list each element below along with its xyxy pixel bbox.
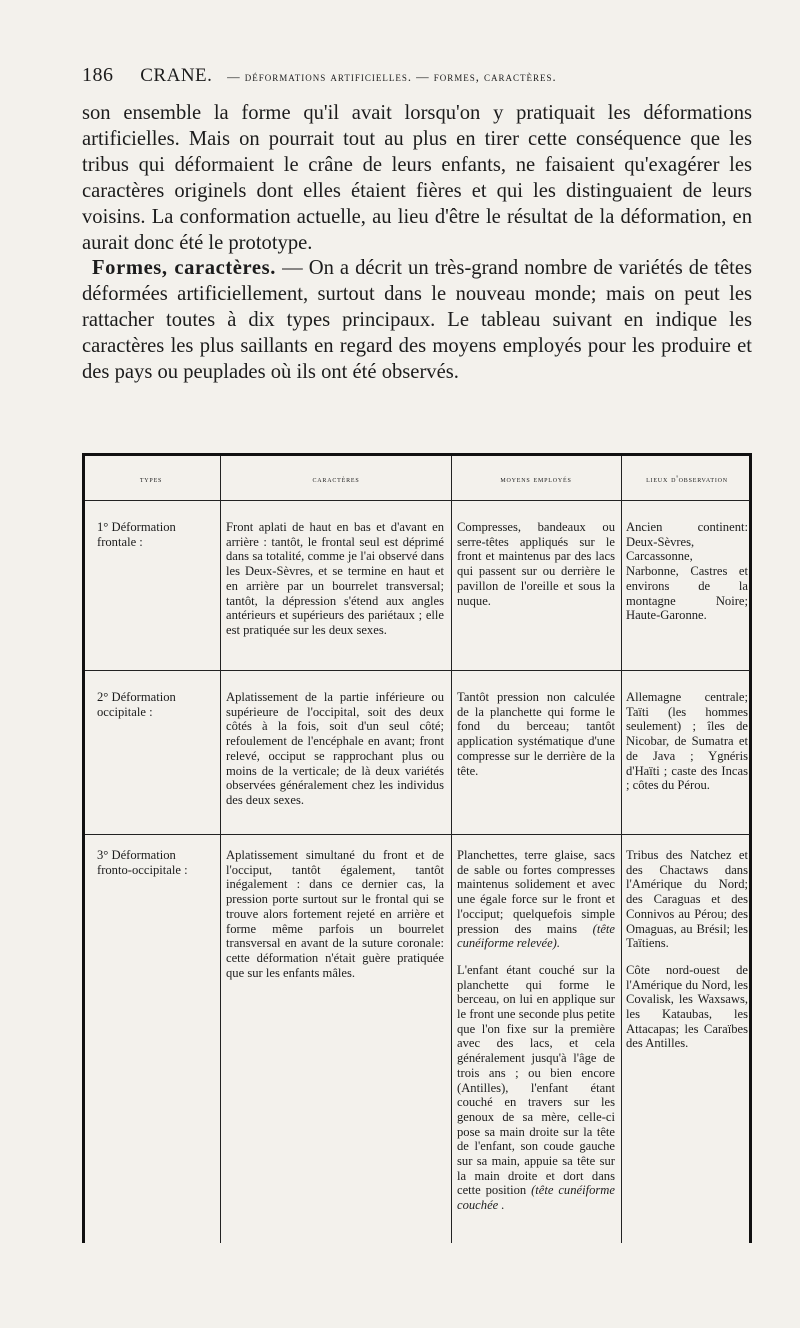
row2-moyens: Tantôt pression non calculée de la planchette qui forme le fond du berceau; tantôt application systématique d'une compresse sur le derrière de la tête. [457,690,615,778]
row2-caracteres: Aplatissement de la partie inférieure ou supérieure de l'occipital, soit des deux côtés à la fois, soit d'un seul côté; refoulement de l'encéphale en avant; front relevé, occiput se rapprochant plus ou moins de la verticale; de là deux variétés observées généralement chez les individus des deux sexes. [226,690,444,807]
row-divider [85,670,750,671]
row3-moyens-part1: Planchettes, terre glaise, sacs de sable ou fortes compresses maintenus solidement et avec une égale force sur le front et l'occiput; quelquefois simple pression des mains (tête cunéiforme relevée). [457,848,615,951]
column-divider [451,456,452,1243]
section-title: Formes, caractères. [92,257,277,280]
paragraph-2-text: — On a décrit un très-grand nombre de variétés de têtes déformées artificiellement, surtout dans le nouveau monde; mais on peut les rattacher toutes à dix types principaux. Le tableau suivant en indique les caractères les plus saillants en regard des moyens employés pour les produire et des pays ou peuplades où ils ont été observés. [82,257,752,384]
row3-caracteres: Aplatissement simultané du front et de l'occiput, tantôt également, tantôt inégalement : dans ce dernier cas, la pression porte surtout sur le frontal qui se trouve alors fortement rejeté en arrière et forme même parfois un bourrelet transversal en avant de la suture coronale: cette déformation n'était guère pratiquée que sur les enfants mâles. [226,848,444,980]
header-types: types [139,474,163,484]
header-divider [85,500,750,501]
row1-moyens: Compresses, bandeaux ou serre-têtes appliqués sur le front et maintenus par des lacs qui passent sur ou derrière le pavillon de l'oreille et sous la nuque. [457,520,615,608]
row3-moyens [457,848,615,1213]
body-text [82,101,752,386]
running-header [82,64,762,92]
header-caracteres: caractères [312,474,360,484]
paragraph-2 [82,256,752,386]
header-moyens: moyens employés [500,474,572,484]
header-subtitle: — déformations artificielles. — formes, caractères. [227,70,557,84]
page-number: 186 [82,64,114,86]
row2-lieux: Allemagne centrale; Taïti (les hommes seulement) ; îles de Nicobar, de Sumatra et de Java ; Ygnéris d'Haïti ; caste des Incas ; côtes du Pérou. [626,690,748,793]
deformation-table [82,453,752,1243]
column-divider [220,456,221,1243]
row3-lieux-part1: Tribus des Natchez et des Chactaws dans l'Amérique du Nord; des Caraguas et des Connivos au Pérou; des Omaguas, au Brésil; les Taïtiens. [626,848,748,951]
column-divider [621,456,622,1243]
row1-type: 1° Déformation frontale : [97,520,176,549]
row-divider [85,834,750,835]
row3-moyens-part2: L'enfant étant couché sur la planchette qui forme le berceau, on lui en applique sur le front une seconde plus petite que l'on fixe sur la première avec des lacs, et cela généralement jusqu'à l'âge de trois ans ; ou bien encore (Antilles), l'enfant étant couché en travers sur les genoux de sa mère, celle-ci pose sa main droite sur la tête de l'enfant, son coude gauche sur sa main, appuie sa tête sur la main droite et dort dans cette position (tête cunéiforme couchée . [457,962,615,1213]
row3-type: 3° Déformation fronto-occipitale : [97,848,188,877]
header-title: CRANE. [140,65,213,86]
paragraph-1: son ensemble la forme qu'il avait lorsqu'on y pratiquait les déformations artificielles. Mais on pourrait tout au plus en tirer cette conséquence que les tribus qui déformaient le crâne de leurs enfants, ne faisaient qu'exagérer les caractères originels dont elles étaient fières et qui les distinguaient de leurs voisins. La conformation actuelle, au lieu d'être le résultat de la déformation, en aurait donc été le prototype. [82,102,752,254]
row1-caracteres: Front aplati de haut en bas et d'avant en arrière : tantôt, le frontal seul est déprimé dans sa totalité, comme je l'ai observé dans les Deux-Sèvres, et se termine en haut et en arrière par un bourrelet transversal; tantôt, la dépression s'étend aux angles antérieurs et supérieurs des pariétaux ; elle est pratiquée sur les deux sexes. [226,520,444,637]
row2-type: 2° Déformation occipitale : [97,690,176,719]
row1-lieux: Ancien continent: Deux-Sèvres, Carcassonne, Narbonne, Castres et environs de la montagne Noire; Haute-Garonne. [626,520,748,623]
row3-lieux-part2: Côte nord-ouest de l'Amérique du Nord, les Covalisk, les Waxsaws, les Kataubas, les Attacapas; les Caraïbes des Antilles. [626,962,748,1051]
row3-lieux [626,848,748,1051]
header-lieux: lieux d'observation [646,474,728,484]
